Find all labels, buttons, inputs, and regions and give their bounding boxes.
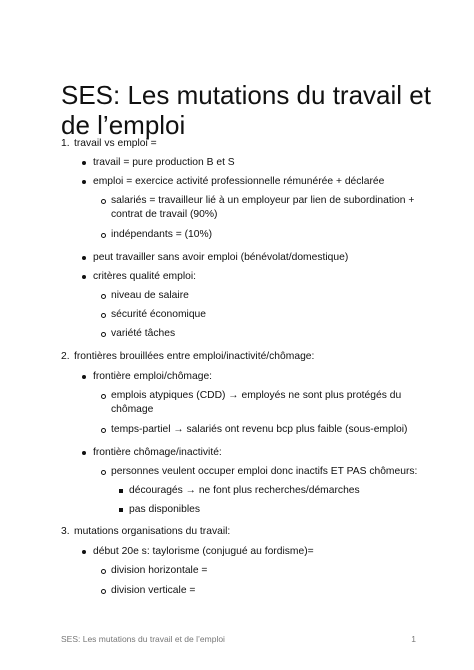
list-item: découragés → ne font plus recherches/démarches <box>129 485 360 496</box>
list-item: début 20e s: taylorisme (conjugué au fordisme)= <box>93 546 314 557</box>
list-number: 1. <box>61 138 70 149</box>
list-item: personnes veulent occuper emploi donc inactifs ET PAS chômeurs: <box>111 466 418 477</box>
bullet-circle-icon <box>101 589 106 594</box>
bullet-circle-icon <box>101 332 106 337</box>
list-item: travail vs emploi = <box>74 138 157 149</box>
bullet-circle-icon <box>101 428 106 433</box>
list-item: mutations organisations du travail: <box>74 526 231 537</box>
list-item: pas disponibles <box>129 504 200 515</box>
list-item: frontière chômage/inactivité: <box>93 447 222 458</box>
list-item: salariés = travailleur lié à un employeur par lien de subordination + <box>111 195 415 206</box>
bullet-circle-icon <box>101 569 106 574</box>
list-item: travail = pure production B et S <box>93 157 235 168</box>
bullet-disc-icon <box>82 180 86 184</box>
list-item: frontière emploi/chômage: <box>93 371 213 382</box>
list-item: variété tâches <box>111 328 176 339</box>
list-item: indépendants = (10%) <box>111 229 213 240</box>
document-title <box>61 80 441 140</box>
list-number: 2. <box>61 351 70 362</box>
list-item: division verticale = <box>111 585 196 596</box>
bullet-disc-icon <box>82 161 86 165</box>
list-item: emploi = exercice activité professionnelle rémunérée + déclarée <box>93 176 385 187</box>
bullet-circle-icon <box>101 394 106 399</box>
bullet-disc-icon <box>82 275 86 279</box>
bullet-disc-icon <box>82 550 86 554</box>
list-item: temps-partiel → salariés ont revenu bcp plus faible (sous-emploi) <box>111 424 408 435</box>
bullet-disc-icon <box>82 375 86 379</box>
list-number: 3. <box>61 526 70 537</box>
bullet-circle-icon <box>101 199 106 204</box>
footer-title: SES: Les mutations du travail et de l’emploi <box>61 634 225 644</box>
bullet-circle-icon <box>101 233 106 238</box>
bullet-square-icon <box>119 508 123 512</box>
list-item: emplois atypiques (CDD) → employés ne sont plus protégés du <box>111 390 402 401</box>
bullet-circle-icon <box>101 294 106 299</box>
list-item-continuation: chômage <box>111 404 154 415</box>
list-item: sécurité économique <box>111 309 207 320</box>
bullet-disc-icon <box>82 451 86 455</box>
list-item: frontières brouillées entre emploi/inactivité/chômage: <box>74 351 315 362</box>
title-line-1: SES: Les mutations du travail et <box>61 80 431 110</box>
title-line-2: de l’emploi <box>61 110 186 140</box>
bullet-circle-icon <box>101 470 106 475</box>
list-item: peut travailler sans avoir emploi (bénévolat/domestique) <box>93 252 349 263</box>
list-item-continuation: contrat de travail (90%) <box>111 209 218 220</box>
list-item: division horizontale = <box>111 565 208 576</box>
bullet-circle-icon <box>101 313 106 318</box>
list-item: critères qualité emploi: <box>93 271 197 282</box>
bullet-disc-icon <box>82 256 86 260</box>
footer-page-number: 1 <box>411 634 416 644</box>
list-item: niveau de salaire <box>111 290 189 301</box>
bullet-square-icon <box>119 489 123 493</box>
